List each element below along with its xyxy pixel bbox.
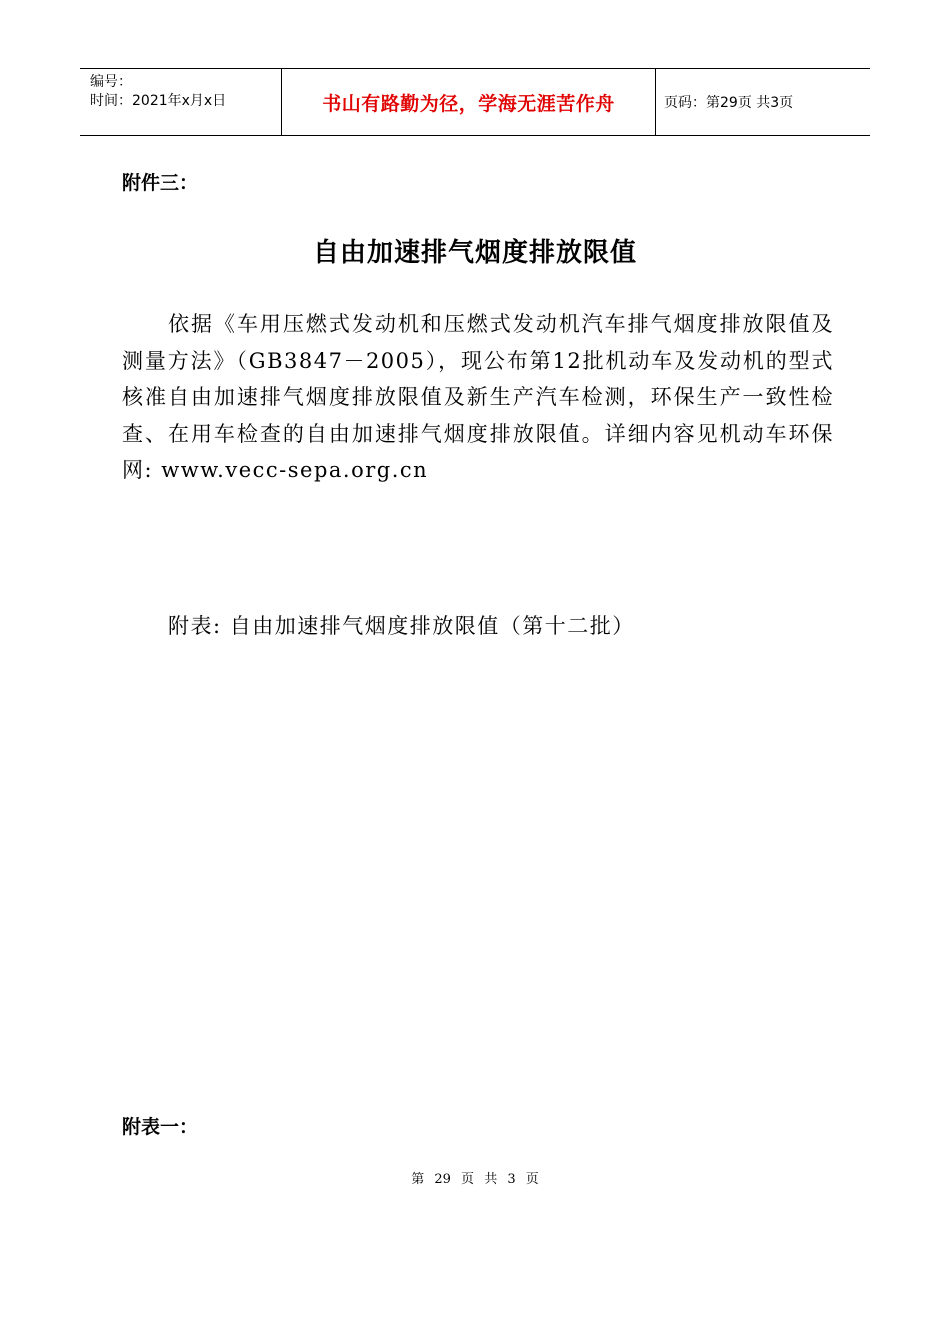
page-footer: 第 29 页 共 3 页 (411, 1172, 539, 1187)
header-page-cell (656, 69, 870, 135)
header-motto-cell (282, 69, 656, 135)
header-page-info: 页码：第29页 共3页 (664, 95, 794, 111)
appendix-note: 附表: 自由加速排气烟度排放限值（第十二批） (168, 614, 635, 638)
header-motto: 书山有路勤为径，学海无涯苦作舟 (322, 92, 615, 115)
document-date: 时间：2021年x月x日 (90, 93, 227, 109)
attachment-label: 附件三： (122, 172, 199, 194)
page-header (80, 68, 870, 136)
document-number-label: 编号： (90, 74, 132, 90)
document-title: 自由加速排气烟度排放限值 (312, 238, 637, 268)
table-label: 附表一： (122, 1116, 199, 1138)
body-paragraph: 依据《车用压燃式发动机和压燃式发动机汽车排气烟度排放限值及测量方法》（GB3847－2005），现公布第12批机动车及发动机的型式核准自由加速排气烟度排放限值及新生产汽车检测，环保生产一致性检查、在用车检查的自由加速排气烟度排放限值。详细内容见机动车环保网: www.vecc-sepa.org.cn (122, 312, 834, 482)
header-meta-cell (80, 69, 282, 135)
